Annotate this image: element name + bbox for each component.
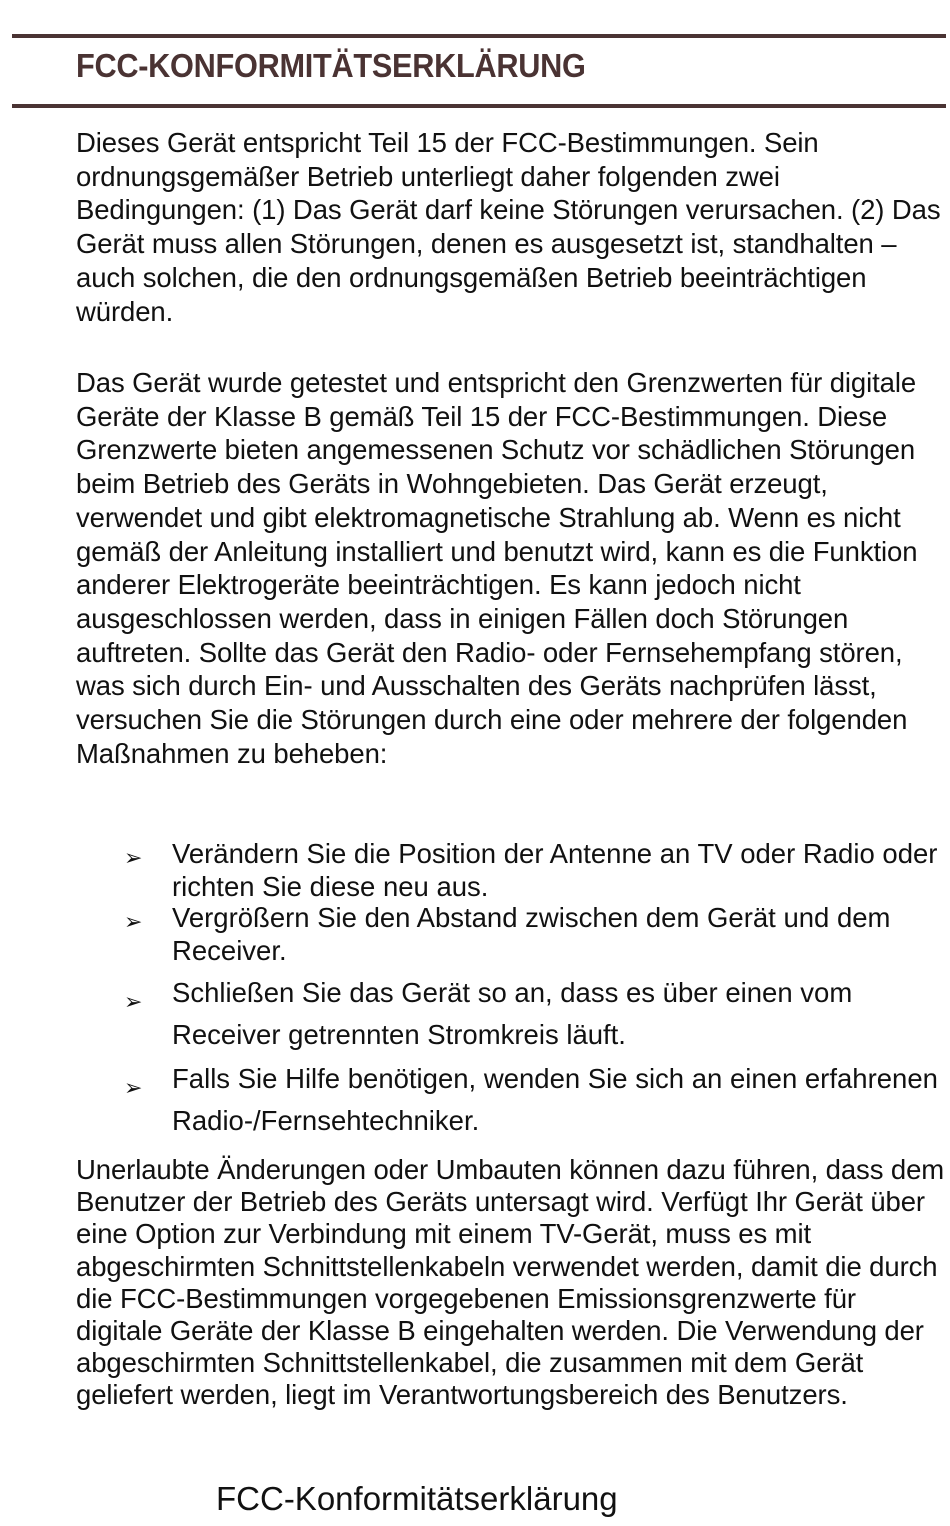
list-item [124,838,942,903]
list-item [124,902,942,967]
paragraph-conditions: Dieses Gerät entspricht Teil 15 der FCC-Bestimmungen. Sein ordnungsgemäßer Betrieb unterliegt daher folgenden zwei Bedingungen: (1) Das Gerät darf keine Störungen verursachen. (2) Das Gerät muss allen Störungen, denen es ausgesetzt ist, standhalten – auch solchen, die den ordnungsgemäßen Betrieb beeinträchtigen würden. [76,127,941,327]
arrowhead-bullet-icon: ➢ [124,845,143,870]
arrowhead-bullet-icon: ➢ [124,989,143,1014]
arrowhead-bullet-icon: ➢ [124,1075,143,1100]
list-item-text: Falls Sie Hilfe benötigen, wenden Sie sich an einen erfahrenen Radio-/Fernsehtechniker. [172,1063,938,1136]
list-item [124,1058,942,1142]
paragraph-class-b-limits: Das Gerät wurde getestet und entspricht den Grenzwerten für digitale Geräte der Klasse B gemäß Teil 15 der FCC-Bestimmungen. Diese Grenzwerte bieten angemessenen Schutz vor schädlichen Störungen beim Betrieb des Geräts in Wohngebieten. Das Gerät erzeugt, verwendet und gibt elektromagnetische Strahlung ab. Wenn es nicht gemäß der Anleitung installiert und benutzt wird, kann es die Funktion anderer Elektrogeräte beeinträchtigen. Es kann jedoch nicht ausgeschlossen werden, dass in einigen Fällen doch Störungen auftreten. Sollte das Gerät den Radio- oder Fernsehempfang stören, was sich durch Ein- und Ausschalten des Geräts nachprüfen lässt, versuchen Sie die Störungen durch eine oder mehrere der folgenden Maßnahmen zu beheben: [76,367,918,769]
title-underline-rule [12,104,946,108]
paragraph-unauthorized-changes: Unerlaubte Änderungen oder Umbauten können dazu führen, dass dem Benutzer der Betrieb des Geräts untersagt wird. Verfügt Ihr Gerät über eine Option zur Verbindung mit einem TV-Gerät, muss es mit abgeschirmten Schnittstellenkabeln verwendet werden, damit die durch die FCC-Bestimmungen vorgegebenen Emissionsgrenzwerte für digitale Geräte der Klasse B eingehalten werden. Die Verwendung der abgeschirmten Schnittstellenkabel, die zusammen mit dem Gerät geliefert werden, liegt im Verantwortungsbereich des Benutzers. [76,1154,945,1411]
list-item-text: Verändern Sie die Position der Antenne an TV oder Radio oder richten Sie diese neu aus. [172,838,938,902]
arrowhead-bullet-icon: ➢ [124,909,143,934]
list-item-text: Vergrößern Sie den Abstand zwischen dem Gerät und dem Receiver. [172,902,891,966]
page-footer: FCC-Konformitätserklärung [216,1480,618,1517]
list-item [124,972,942,1056]
top-rule [12,34,946,38]
page-title: FCC-KONFORMITÄTSERKLÄRUNG [76,47,586,84]
list-item-text: Schließen Sie das Gerät so an, dass es über einen vom Receiver getrennten Stromkreis läuft. [172,977,853,1050]
